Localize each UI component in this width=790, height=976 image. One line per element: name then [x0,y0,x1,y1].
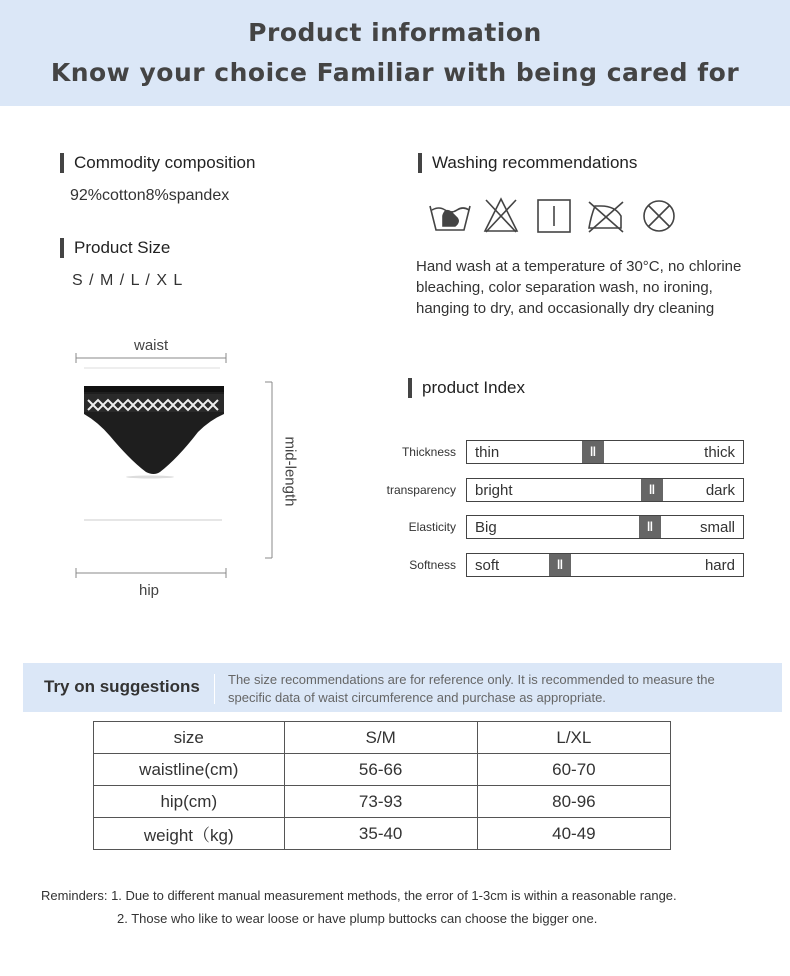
composition-value: 92%cotton8%spandex [70,187,230,204]
index-right-label: thick [704,444,735,461]
table-cell: 60-70 [477,754,670,786]
product-index-heading: product Index [408,378,525,398]
table-cell: weight（kg) [94,818,285,850]
header-banner [0,0,790,106]
reminder-line-1: Reminders: 1. Due to different manual measurement methods, the error of 1-3cm is within a reasonable range. [41,888,677,903]
hip-label: hip [139,582,160,599]
index-slider-knob: ‖ [639,516,661,538]
index-slider-knob: ‖ [582,441,604,463]
index-label: Elasticity [408,520,456,534]
index-slider-knob: ‖ [641,479,663,501]
table-cell: 73-93 [284,786,477,818]
try-on-divider [214,674,215,704]
try-on-title: Try on suggestions [44,677,200,696]
reminder-line-2: 2. Those who like to wear loose or have plump buttocks can choose the bigger one. [117,911,598,926]
no-iron-icon [589,202,623,232]
table-cell: 40-49 [477,818,670,850]
washing-icons [427,196,687,241]
size-table [93,721,671,850]
composition-heading: Commodity composition [60,153,255,173]
washing-description: Hand wash at a temperature of 30°C, no chlorine bleaching, color separation wash, no ironing, hanging to dry, and occasionally dry cleaning [416,258,742,317]
index-label: Softness [409,557,456,572]
table-row [94,754,671,786]
hand-wash-icon [430,206,470,230]
index-bar [466,440,744,464]
index-bar [466,515,744,539]
table-cell: 35-40 [284,818,477,850]
waist-label: waist [134,337,169,354]
table-cell: 80-96 [477,786,670,818]
no-bleach-icon [485,199,517,232]
index-left-label: soft [475,556,500,574]
table-row [94,818,671,850]
index-left-label: thin [475,444,500,461]
index-label: Thickness [401,445,456,459]
product-index [376,440,756,580]
index-left-label: Big [475,519,497,536]
mid-length-label: mid-length [281,436,299,507]
table-cell: waistline(cm) [94,754,285,786]
index-slider-knob: ‖ [549,554,571,576]
table-header-row [94,722,671,754]
table-cell: 56-66 [284,754,477,786]
no-tumble-dry-icon [644,201,674,231]
table-header-cell: S/M [284,722,477,754]
page-subtitle: Know your choice Familiar with being cared for [50,58,740,87]
table-header-cell: size [94,722,285,754]
washing-heading: Washing recommendations [418,153,637,173]
product-size-value: S / M / L / X L [72,272,184,289]
index-bar [466,478,744,502]
index-right-label: dark [705,481,735,499]
product-size-heading: Product Size [60,238,170,258]
table-cell: hip(cm) [94,786,285,818]
index-right-label: small [699,519,735,536]
try-on-note: The size recommendations are for reference only. It is recommended to measure the specific data of waist circumference and purchase as appropriate. [228,672,715,705]
page-title: Product information [248,18,542,47]
hang-dry-icon [538,200,570,232]
briefs-image [82,380,226,480]
index-right-label: hard [704,556,735,574]
table-row [94,786,671,818]
index-bar [466,553,744,577]
table-header-cell: L/XL [477,722,670,754]
index-left-label: bright [475,481,513,499]
index-label: transparency [386,482,456,497]
size-diagram [60,330,310,610]
